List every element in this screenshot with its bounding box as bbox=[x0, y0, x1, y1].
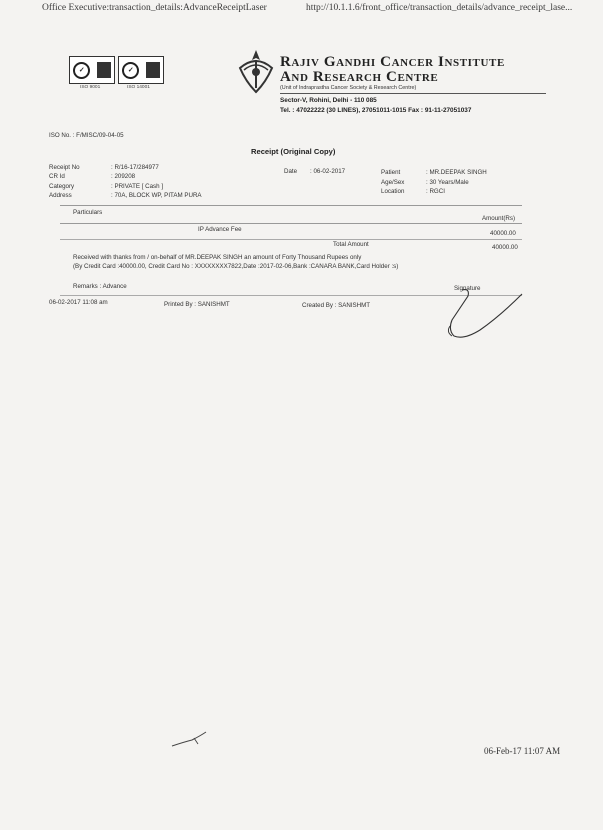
certification-badge-icon bbox=[146, 62, 160, 78]
receipt-no-label: Receipt No bbox=[49, 164, 80, 171]
iso-14001-label: ISO 14001 bbox=[127, 85, 150, 90]
row-amount: 40000.00 bbox=[490, 230, 516, 237]
patient-value: : MR.DEEPAK SINGH bbox=[426, 169, 487, 176]
category-value: : PRIVATE [ Cash ] bbox=[111, 183, 164, 190]
total-label: Total Amount bbox=[333, 241, 369, 248]
row-particular: IP Advance Fee bbox=[198, 226, 242, 233]
header-divider bbox=[280, 93, 546, 94]
stray-pen-mark bbox=[170, 730, 210, 750]
iso-number: ISO No. : F/MISC/09-04-05 bbox=[49, 132, 124, 139]
age-sex-label: Age/Sex bbox=[381, 179, 405, 186]
receipt-title: Receipt (Original Copy) bbox=[251, 147, 336, 156]
handwritten-signature bbox=[440, 286, 530, 344]
age-sex-value: : 30 Years/Male bbox=[426, 179, 469, 186]
iso-9001-logo bbox=[69, 56, 115, 84]
browser-page-title: Office Executive:transaction_details:AdvanceReceiptLaser bbox=[42, 3, 267, 13]
certification-ring-icon: ✓ bbox=[122, 62, 139, 79]
particulars-header: Particulars bbox=[73, 209, 103, 216]
amount-header: Amount(Rs) bbox=[482, 215, 516, 222]
address-value: : 70A, BLOCK WP, PITAM PURA bbox=[111, 192, 202, 199]
certification-badge-icon bbox=[97, 62, 111, 78]
institute-unit: (Unit of Indraprastha Cancer Society & Research Centre) bbox=[280, 85, 417, 91]
cr-id-label: CR Id bbox=[49, 173, 65, 180]
page-print-stamp: 06-Feb-17 11:07 AM bbox=[484, 746, 561, 756]
category-label: Category bbox=[49, 183, 75, 190]
institute-name-line2: And Research Centre bbox=[280, 69, 439, 85]
payment-details: (By Credit Card :40000.00, Credit Card No : XXXXXXXX7822,Date :2017-02-06,Bank :CANARA BANK,Card Holder :s) bbox=[73, 263, 399, 270]
location-label: Location bbox=[381, 188, 405, 195]
printed-by: Printed By : SANISHMT bbox=[164, 301, 230, 308]
table-top-rule bbox=[60, 205, 522, 206]
created-by: Created By : SANISHMT bbox=[302, 302, 371, 309]
patient-label: Patient bbox=[381, 169, 401, 176]
institute-address: Sector-V, Rohini, Delhi - 110 085 bbox=[280, 97, 377, 104]
table-row-rule bbox=[60, 239, 522, 240]
remarks: Remarks : Advance bbox=[73, 283, 127, 290]
received-statement: Received with thanks from / on-behalf of MR.DEEPAK SINGH an amount of Forty Thousand Rupees only bbox=[73, 254, 362, 261]
institute-phone: Tel. : 47022222 (30 LINES), 27051011-1015 Fax : 91-11-27051037 bbox=[280, 107, 472, 114]
location-value: : RGCI bbox=[426, 188, 445, 195]
certification-ring-icon: ✓ bbox=[73, 62, 90, 79]
browser-url: http://10.1.1.6/front_office/transaction_details/advance_receipt_lase... bbox=[306, 3, 573, 13]
iso-14001-logo bbox=[118, 56, 164, 84]
total-amount: 40000.00 bbox=[492, 244, 518, 251]
iso-9001-label: ISO 9001 bbox=[80, 85, 101, 90]
date-label: Date bbox=[284, 168, 298, 175]
date-value: : 06-02-2017 bbox=[310, 168, 346, 175]
table-header-rule bbox=[60, 223, 522, 224]
signature-label: Signature bbox=[454, 285, 481, 292]
cr-id-value: : 209208 bbox=[111, 173, 136, 180]
receipt-no-value: : R/16-17/284977 bbox=[111, 164, 159, 171]
print-timestamp: 06-02-2017 11:08 am bbox=[49, 299, 108, 306]
address-label: Address bbox=[49, 192, 72, 199]
institute-name-line1: Rajiv Gandhi Cancer Institute bbox=[280, 54, 505, 70]
institute-emblem-icon bbox=[236, 48, 276, 96]
